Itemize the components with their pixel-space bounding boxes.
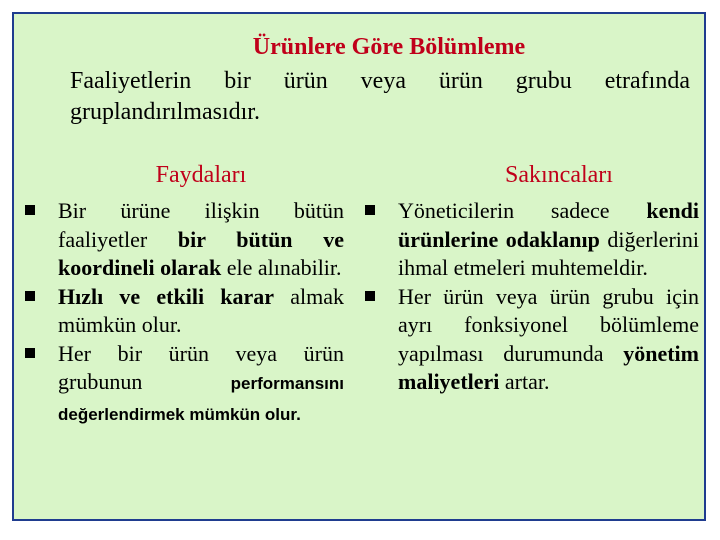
- square-bullet-icon: [365, 205, 375, 215]
- slide-subtitle: Faaliyetlerin bir ürün veya ürün grubu etrafında gruplandırılmasıdır.: [70, 68, 690, 125]
- square-bullet-icon: [25, 205, 35, 215]
- square-bullet-icon: [365, 291, 375, 301]
- disadvantage-item: Yöneticilerin sadece kendi ürünlerine odaklanıp diğerlerini ihmal etmeleri muhtemeldir.: [354, 197, 699, 283]
- advantages-heading: Faydaları: [155, 162, 247, 188]
- slide-title: Ürünlere Göre Bölümleme: [252, 34, 526, 60]
- disadvantages-heading: Sakıncaları: [505, 162, 613, 188]
- disadvantage-item: Her ürün veya ürün grubu için ayrı fonksiyonel bölümleme yapılması durumunda yönetim maliyetleri artar.: [354, 283, 699, 397]
- advantage-item: Bir ürüne ilişkin bütün faaliyetler bir bütün ve koordineli olarak ele alınabilir.: [14, 197, 344, 283]
- advantage-item: Hızlı ve etkili karar almak mümkün olur.: [14, 283, 344, 340]
- advantage-item: Her bir ürün veya ürün grubunun performansını değerlendirmek mümkün olur.: [14, 340, 344, 430]
- square-bullet-icon: [25, 291, 35, 301]
- slide-frame: [12, 12, 706, 521]
- advantages-list: [14, 197, 344, 429]
- square-bullet-icon: [25, 348, 35, 358]
- disadvantages-list: [354, 197, 699, 397]
